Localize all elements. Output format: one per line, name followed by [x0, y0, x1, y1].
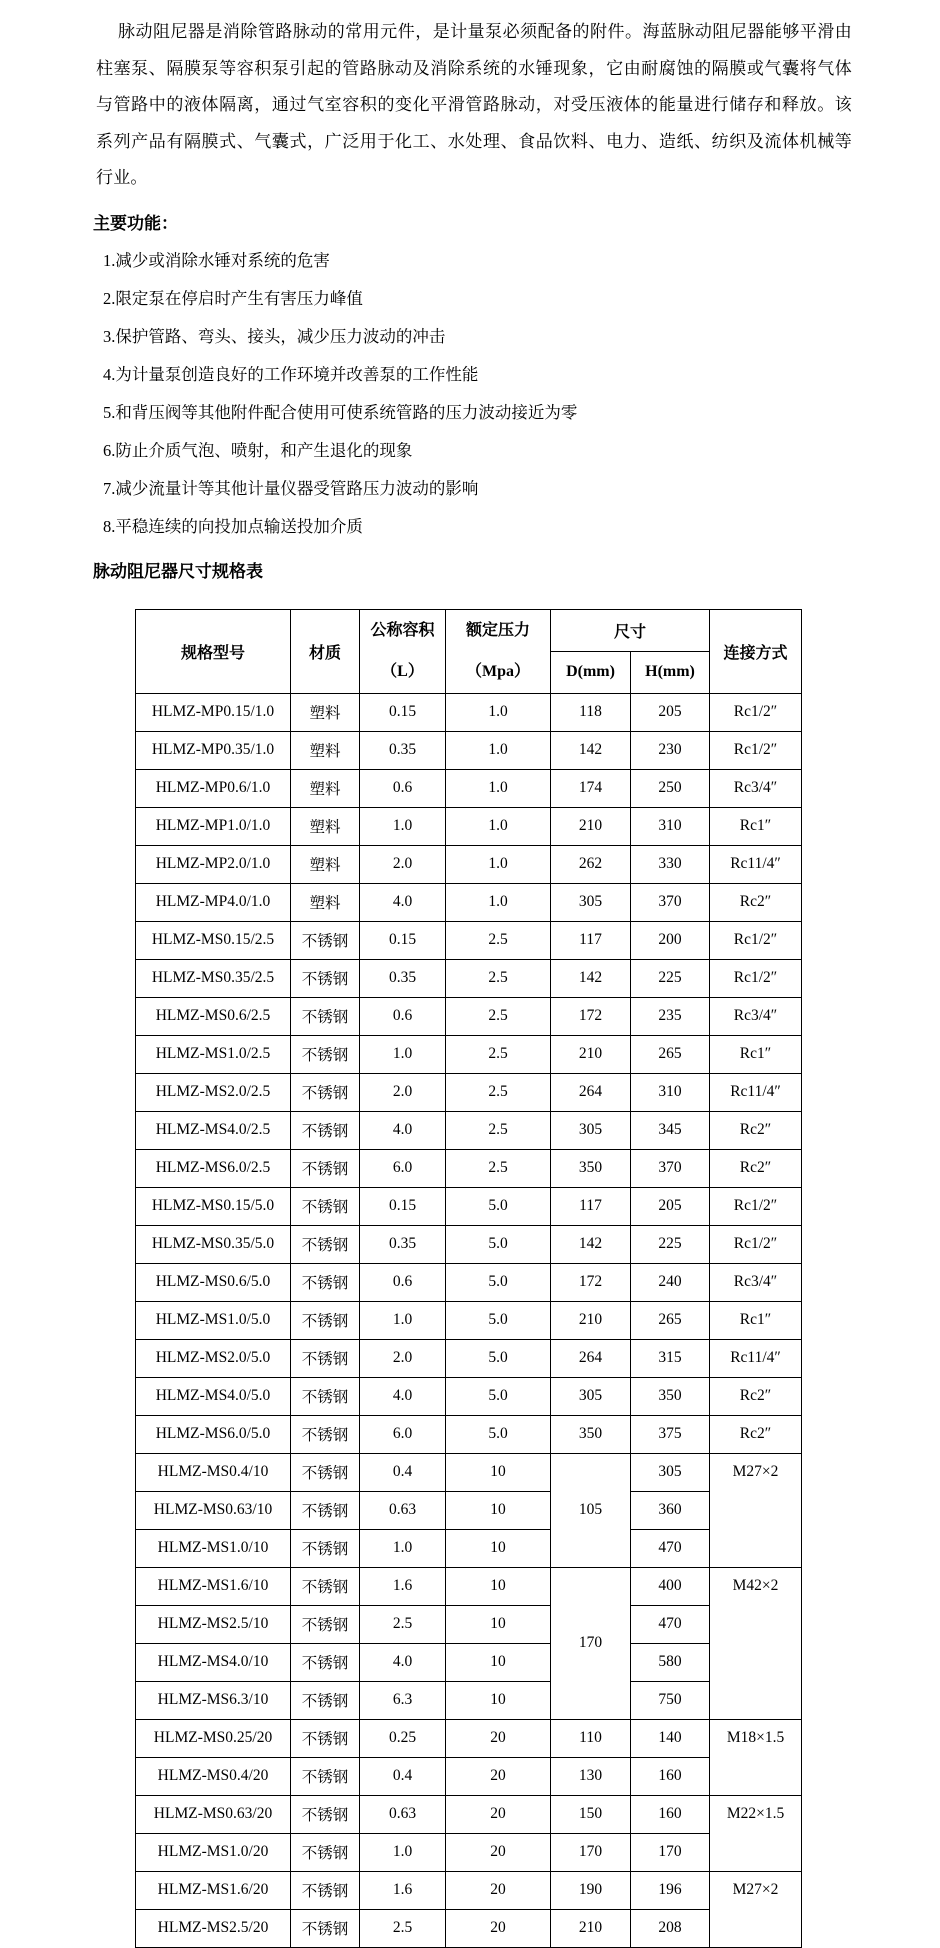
cell-model: HLMZ-MS6.3/10: [136, 1681, 291, 1719]
cell-material: 不锈钢: [291, 1719, 360, 1757]
cell-model: HLMZ-MS4.0/10: [136, 1643, 291, 1681]
cell-material: 塑料: [291, 693, 360, 731]
cell-d: 305: [551, 883, 631, 921]
spec-row-5: [136, 845, 802, 883]
cell-connection: Rc1″: [710, 1301, 802, 1339]
spec-row-27: [136, 1681, 802, 1719]
cell-h: 750: [631, 1681, 710, 1719]
cell-model: HLMZ-MS2.0/5.0: [136, 1339, 291, 1377]
cell-connection: Rc1/2″: [710, 731, 802, 769]
spec-row-9: [136, 997, 802, 1035]
cell-material: 不锈钢: [291, 1301, 360, 1339]
cell-model: HLMZ-MS0.63/10: [136, 1491, 291, 1529]
cell-model: HLMZ-MS4.0/2.5: [136, 1111, 291, 1149]
cell-d: 170: [551, 1833, 631, 1871]
cell-d: 190: [551, 1871, 631, 1909]
cell-d: 210: [551, 1035, 631, 1073]
spec-table: [135, 609, 802, 1948]
table-heading: 脉动阻尼器尺寸规格表: [93, 561, 263, 581]
cell-h: 205: [631, 693, 710, 731]
cell-connection: Rc11/4″: [710, 1073, 802, 1111]
cell-pressure: 1.0: [446, 731, 551, 769]
cell-connection: M27×2: [710, 1871, 802, 1947]
cell-pressure: 10: [446, 1529, 551, 1567]
cell-material: 不锈钢: [291, 1833, 360, 1871]
cell-model: HLMZ-MS4.0/5.0: [136, 1377, 291, 1415]
cell-h: 208: [631, 1909, 710, 1947]
cell-pressure: 1.0: [446, 883, 551, 921]
cell-d: 118: [551, 693, 631, 731]
cell-volume: 0.15: [360, 1187, 446, 1225]
cell-material: 不锈钢: [291, 959, 360, 997]
spec-row-18: [136, 1339, 802, 1377]
cell-pressure: 5.0: [446, 1263, 551, 1301]
function-item-2: 2.限定泵在停启时产生有害压力峰值: [103, 288, 363, 308]
cell-volume: 4.0: [360, 1643, 446, 1681]
function-item-7: 7.减少流量计等其他计量仪器受管路压力波动的影响: [103, 478, 479, 498]
cell-volume: 6.0: [360, 1415, 446, 1453]
cell-connection: Rc1/2″: [710, 959, 802, 997]
cell-volume: 2.5: [360, 1605, 446, 1643]
cell-material: 不锈钢: [291, 1149, 360, 1187]
cell-model: HLMZ-MS1.0/20: [136, 1833, 291, 1871]
functions-list: [96, 242, 940, 546]
cell-connection: Rc1/2″: [710, 1187, 802, 1225]
cell-model: HLMZ-MS1.0/10: [136, 1529, 291, 1567]
cell-pressure: 1.0: [446, 845, 551, 883]
spec-row-8: [136, 959, 802, 997]
cell-volume: 2.0: [360, 1339, 446, 1377]
functions-heading: 主要功能：: [93, 213, 178, 233]
cell-connection: Rc3/4″: [710, 769, 802, 807]
col-header-size: 尺寸: [551, 609, 710, 651]
cell-h: 360: [631, 1491, 710, 1529]
cell-material: 不锈钢: [291, 1567, 360, 1605]
cell-h: 200: [631, 921, 710, 959]
cell-material: 不锈钢: [291, 997, 360, 1035]
cell-d: 150: [551, 1795, 631, 1833]
spec-row-6: [136, 883, 802, 921]
cell-connection: Rc1/2″: [710, 921, 802, 959]
cell-connection: M27×2: [710, 1453, 802, 1567]
cell-connection: M18×1.5: [710, 1719, 802, 1795]
cell-material: 不锈钢: [291, 921, 360, 959]
cell-material: 不锈钢: [291, 1871, 360, 1909]
spec-row-23: [136, 1529, 802, 1567]
cell-pressure: 2.5: [446, 1035, 551, 1073]
cell-connection: Rc1″: [710, 1035, 802, 1073]
cell-d: 172: [551, 1263, 631, 1301]
cell-pressure: 5.0: [446, 1339, 551, 1377]
cell-material: 不锈钢: [291, 1035, 360, 1073]
cell-d: 105: [551, 1453, 631, 1567]
cell-material: 塑料: [291, 731, 360, 769]
cell-d: 350: [551, 1415, 631, 1453]
cell-material: 不锈钢: [291, 1339, 360, 1377]
cell-model: HLMZ-MS1.0/5.0: [136, 1301, 291, 1339]
spec-row-28: [136, 1719, 802, 1757]
cell-model: HLMZ-MS1.6/20: [136, 1871, 291, 1909]
cell-material: 塑料: [291, 769, 360, 807]
spec-row-26: [136, 1643, 802, 1681]
cell-connection: M22×1.5: [710, 1795, 802, 1871]
cell-model: HLMZ-MP4.0/1.0: [136, 883, 291, 921]
cell-d: 110: [551, 1719, 631, 1757]
cell-d: 174: [551, 769, 631, 807]
cell-material: 不锈钢: [291, 1377, 360, 1415]
cell-connection: Rc2″: [710, 1111, 802, 1149]
cell-volume: 0.35: [360, 1225, 446, 1263]
cell-model: HLMZ-MS2.0/2.5: [136, 1073, 291, 1111]
function-item-3: 3.保护管路、弯头、接头，减少压力波动的冲击: [103, 326, 446, 346]
col-header-pressure: [446, 609, 551, 693]
cell-pressure: 20: [446, 1719, 551, 1757]
cell-h: 310: [631, 1073, 710, 1111]
spec-row-31: [136, 1833, 802, 1871]
cell-material: 不锈钢: [291, 1795, 360, 1833]
cell-d: 210: [551, 1909, 631, 1947]
cell-d: 350: [551, 1149, 631, 1187]
cell-material: 不锈钢: [291, 1681, 360, 1719]
cell-pressure: 1.0: [446, 769, 551, 807]
cell-volume: 0.25: [360, 1719, 446, 1757]
cell-pressure: 2.5: [446, 1149, 551, 1187]
cell-h: 240: [631, 1263, 710, 1301]
cell-connection: M42×2: [710, 1567, 802, 1719]
cell-material: 不锈钢: [291, 1225, 360, 1263]
cell-h: 196: [631, 1871, 710, 1909]
cell-h: 160: [631, 1795, 710, 1833]
cell-model: HLMZ-MS0.4/20: [136, 1757, 291, 1795]
spec-row-1: [136, 693, 802, 731]
cell-d: 130: [551, 1757, 631, 1795]
spec-row-7: [136, 921, 802, 959]
spec-row-21: [136, 1453, 802, 1491]
cell-material: 塑料: [291, 807, 360, 845]
cell-volume: 0.35: [360, 959, 446, 997]
intro-paragraph: 脉动阻尼器是消除管路脉动的常用元件，是计量泵必须配备的附件。海蓝脉动阻尼器能够平滑由柱塞泵、隔膜泵等容积泵引起的管路脉动及消除系统的水锤现象，它由耐腐蚀的隔膜或气囊将气体与管路中的液体隔离，通过气室容积的变化平滑管路脉动，对受压液体的能量进行储存和释放。该系列产品有隔膜式、气囊式，广泛用于化工、水处理、食品饮料、电力、造纸、纺织及流体机械等行业。: [96, 22, 852, 187]
cell-volume: 0.35: [360, 731, 446, 769]
cell-volume: 1.0: [360, 1035, 446, 1073]
cell-pressure: 1.0: [446, 807, 551, 845]
col-header-d: D(mm): [551, 651, 631, 693]
cell-material: 不锈钢: [291, 1909, 360, 1947]
cell-pressure: 2.5: [446, 921, 551, 959]
cell-d: 142: [551, 1225, 631, 1263]
cell-pressure: 5.0: [446, 1377, 551, 1415]
cell-material: 不锈钢: [291, 1263, 360, 1301]
cell-material: 不锈钢: [291, 1187, 360, 1225]
cell-model: HLMZ-MS0.6/2.5: [136, 997, 291, 1035]
cell-model: HLMZ-MS0.15/5.0: [136, 1187, 291, 1225]
col-header-material: 材质: [291, 609, 360, 693]
spec-row-15: [136, 1225, 802, 1263]
function-item-6: 6.防止介质气泡、喷射，和产生退化的现象: [103, 440, 413, 460]
cell-pressure: 10: [446, 1643, 551, 1681]
cell-h: 315: [631, 1339, 710, 1377]
cell-model: HLMZ-MS0.15/2.5: [136, 921, 291, 959]
spec-row-2: [136, 731, 802, 769]
spec-row-22: [136, 1491, 802, 1529]
cell-d: 172: [551, 997, 631, 1035]
cell-h: 205: [631, 1187, 710, 1225]
col-header-volume: [360, 609, 446, 693]
cell-volume: 0.6: [360, 997, 446, 1035]
cell-model: HLMZ-MS0.63/20: [136, 1795, 291, 1833]
cell-h: 230: [631, 731, 710, 769]
spec-row-33: [136, 1909, 802, 1947]
spec-row-19: [136, 1377, 802, 1415]
cell-material: 不锈钢: [291, 1453, 360, 1491]
cell-connection: Rc2″: [710, 1377, 802, 1415]
cell-h: 225: [631, 959, 710, 997]
cell-h: 235: [631, 997, 710, 1035]
cell-d: 264: [551, 1339, 631, 1377]
cell-model: HLMZ-MS2.5/10: [136, 1605, 291, 1643]
cell-h: 305: [631, 1453, 710, 1491]
cell-pressure: 10: [446, 1605, 551, 1643]
cell-model: HLMZ-MS0.35/5.0: [136, 1225, 291, 1263]
cell-d: 117: [551, 1187, 631, 1225]
cell-material: 不锈钢: [291, 1491, 360, 1529]
cell-h: 370: [631, 1149, 710, 1187]
function-item-1: 1.减少或消除水锤对系统的危害: [103, 250, 330, 270]
cell-volume: 1.0: [360, 807, 446, 845]
cell-pressure: 10: [446, 1491, 551, 1529]
cell-h: 580: [631, 1643, 710, 1681]
cell-material: 塑料: [291, 845, 360, 883]
cell-model: HLMZ-MP0.35/1.0: [136, 731, 291, 769]
cell-model: HLMZ-MS2.5/20: [136, 1909, 291, 1947]
cell-h: 170: [631, 1833, 710, 1871]
spec-table-head: [136, 609, 802, 693]
cell-connection: Rc3/4″: [710, 997, 802, 1035]
cell-connection: Rc11/4″: [710, 845, 802, 883]
col-header-pressure-line1: 额定压力: [465, 622, 530, 639]
col-header-h: H(mm): [631, 651, 710, 693]
cell-volume: 4.0: [360, 1377, 446, 1415]
cell-model: HLMZ-MP0.6/1.0: [136, 769, 291, 807]
cell-volume: 0.15: [360, 921, 446, 959]
cell-model: HLMZ-MS0.35/2.5: [136, 959, 291, 997]
cell-material: 塑料: [291, 883, 360, 921]
cell-d: 142: [551, 959, 631, 997]
cell-pressure: 2.5: [446, 959, 551, 997]
cell-d: 305: [551, 1377, 631, 1415]
cell-d: 210: [551, 1301, 631, 1339]
cell-pressure: 10: [446, 1567, 551, 1605]
cell-pressure: 20: [446, 1757, 551, 1795]
cell-connection: Rc1″: [710, 807, 802, 845]
spec-row-32: [136, 1871, 802, 1909]
spec-row-3: [136, 769, 802, 807]
cell-pressure: 20: [446, 1909, 551, 1947]
cell-connection: Rc1/2″: [710, 1225, 802, 1263]
cell-volume: 0.63: [360, 1491, 446, 1529]
cell-h: 250: [631, 769, 710, 807]
cell-pressure: 20: [446, 1871, 551, 1909]
cell-model: HLMZ-MS6.0/5.0: [136, 1415, 291, 1453]
cell-volume: 0.4: [360, 1453, 446, 1491]
cell-pressure: 5.0: [446, 1187, 551, 1225]
cell-d: 117: [551, 921, 631, 959]
cell-pressure: 5.0: [446, 1225, 551, 1263]
cell-connection: Rc2″: [710, 1149, 802, 1187]
cell-h: 160: [631, 1757, 710, 1795]
cell-material: 不锈钢: [291, 1111, 360, 1149]
spec-row-13: [136, 1149, 802, 1187]
cell-h: 330: [631, 845, 710, 883]
cell-connection: Rc2″: [710, 883, 802, 921]
cell-volume: 6.0: [360, 1149, 446, 1187]
cell-connection: Rc11/4″: [710, 1339, 802, 1377]
cell-volume: 1.0: [360, 1529, 446, 1567]
cell-volume: 2.0: [360, 845, 446, 883]
col-header-pressure-line2: （Mpa）: [465, 663, 530, 680]
cell-d: 305: [551, 1111, 631, 1149]
cell-material: 不锈钢: [291, 1415, 360, 1453]
spec-row-12: [136, 1111, 802, 1149]
spec-row-30: [136, 1795, 802, 1833]
cell-pressure: 2.5: [446, 997, 551, 1035]
spec-row-17: [136, 1301, 802, 1339]
cell-h: 345: [631, 1111, 710, 1149]
cell-h: 370: [631, 883, 710, 921]
cell-pressure: 2.5: [446, 1073, 551, 1111]
cell-volume: 0.6: [360, 769, 446, 807]
cell-pressure: 10: [446, 1453, 551, 1491]
cell-h: 265: [631, 1301, 710, 1339]
cell-h: 265: [631, 1035, 710, 1073]
cell-d: 210: [551, 807, 631, 845]
function-item-5: 5.和背压阀等其他附件配合使用可使系统管路的压力波动接近为零: [103, 402, 578, 422]
cell-model: HLMZ-MS0.4/10: [136, 1453, 291, 1491]
cell-d: 142: [551, 731, 631, 769]
cell-volume: 4.0: [360, 883, 446, 921]
col-header-connection: 连接方式: [710, 609, 802, 693]
cell-volume: 0.6: [360, 1263, 446, 1301]
function-item-4: 4.为计量泵创造良好的工作环境并改善泵的工作性能: [103, 364, 479, 384]
cell-pressure: 1.0: [446, 693, 551, 731]
cell-material: 不锈钢: [291, 1643, 360, 1681]
cell-model: HLMZ-MP0.15/1.0: [136, 693, 291, 731]
col-header-volume-line2: （L）: [381, 663, 424, 680]
spec-row-11: [136, 1073, 802, 1111]
cell-model: HLMZ-MS1.0/2.5: [136, 1035, 291, 1073]
cell-pressure: 5.0: [446, 1415, 551, 1453]
cell-h: 375: [631, 1415, 710, 1453]
spec-row-29: [136, 1757, 802, 1795]
cell-pressure: 10: [446, 1681, 551, 1719]
spec-row-24: [136, 1567, 802, 1605]
cell-d: 264: [551, 1073, 631, 1111]
cell-h: 470: [631, 1529, 710, 1567]
cell-model: HLMZ-MS0.6/5.0: [136, 1263, 291, 1301]
cell-volume: 0.63: [360, 1795, 446, 1833]
col-header-model: 规格型号: [136, 609, 291, 693]
cell-model: HLMZ-MP2.0/1.0: [136, 845, 291, 883]
header-row-1: [136, 609, 802, 651]
spec-table-body: [136, 693, 802, 1947]
cell-model: HLMZ-MS0.25/20: [136, 1719, 291, 1757]
spec-row-10: [136, 1035, 802, 1073]
cell-pressure: 2.5: [446, 1111, 551, 1149]
cell-connection: Rc2″: [710, 1415, 802, 1453]
spec-row-14: [136, 1187, 802, 1225]
cell-material: 不锈钢: [291, 1605, 360, 1643]
cell-d: 170: [551, 1567, 631, 1719]
cell-volume: 0.4: [360, 1757, 446, 1795]
cell-volume: 4.0: [360, 1111, 446, 1149]
cell-pressure: 5.0: [446, 1301, 551, 1339]
cell-volume: 0.15: [360, 693, 446, 731]
cell-h: 350: [631, 1377, 710, 1415]
spec-row-16: [136, 1263, 802, 1301]
cell-volume: 2.0: [360, 1073, 446, 1111]
cell-volume: 2.5: [360, 1909, 446, 1947]
cell-h: 225: [631, 1225, 710, 1263]
cell-volume: 1.6: [360, 1567, 446, 1605]
cell-model: HLMZ-MS6.0/2.5: [136, 1149, 291, 1187]
function-item-8: 8.平稳连续的向投加点输送投加介质: [103, 516, 363, 536]
cell-volume: 1.6: [360, 1871, 446, 1909]
spec-row-25: [136, 1605, 802, 1643]
spec-row-20: [136, 1415, 802, 1453]
cell-volume: 1.0: [360, 1833, 446, 1871]
cell-h: 310: [631, 807, 710, 845]
cell-h: 470: [631, 1605, 710, 1643]
cell-material: 不锈钢: [291, 1073, 360, 1111]
cell-volume: 1.0: [360, 1301, 446, 1339]
cell-material: 不锈钢: [291, 1757, 360, 1795]
cell-model: HLMZ-MP1.0/1.0: [136, 807, 291, 845]
cell-connection: Rc1/2″: [710, 693, 802, 731]
cell-pressure: 20: [446, 1833, 551, 1871]
cell-model: HLMZ-MS1.6/10: [136, 1567, 291, 1605]
cell-connection: Rc3/4″: [710, 1263, 802, 1301]
cell-d: 262: [551, 845, 631, 883]
cell-pressure: 20: [446, 1795, 551, 1833]
cell-volume: 6.3: [360, 1681, 446, 1719]
col-header-volume-line1: 公称容积: [370, 622, 435, 639]
cell-h: 400: [631, 1567, 710, 1605]
cell-material: 不锈钢: [291, 1529, 360, 1567]
spec-row-4: [136, 807, 802, 845]
cell-h: 140: [631, 1719, 710, 1757]
